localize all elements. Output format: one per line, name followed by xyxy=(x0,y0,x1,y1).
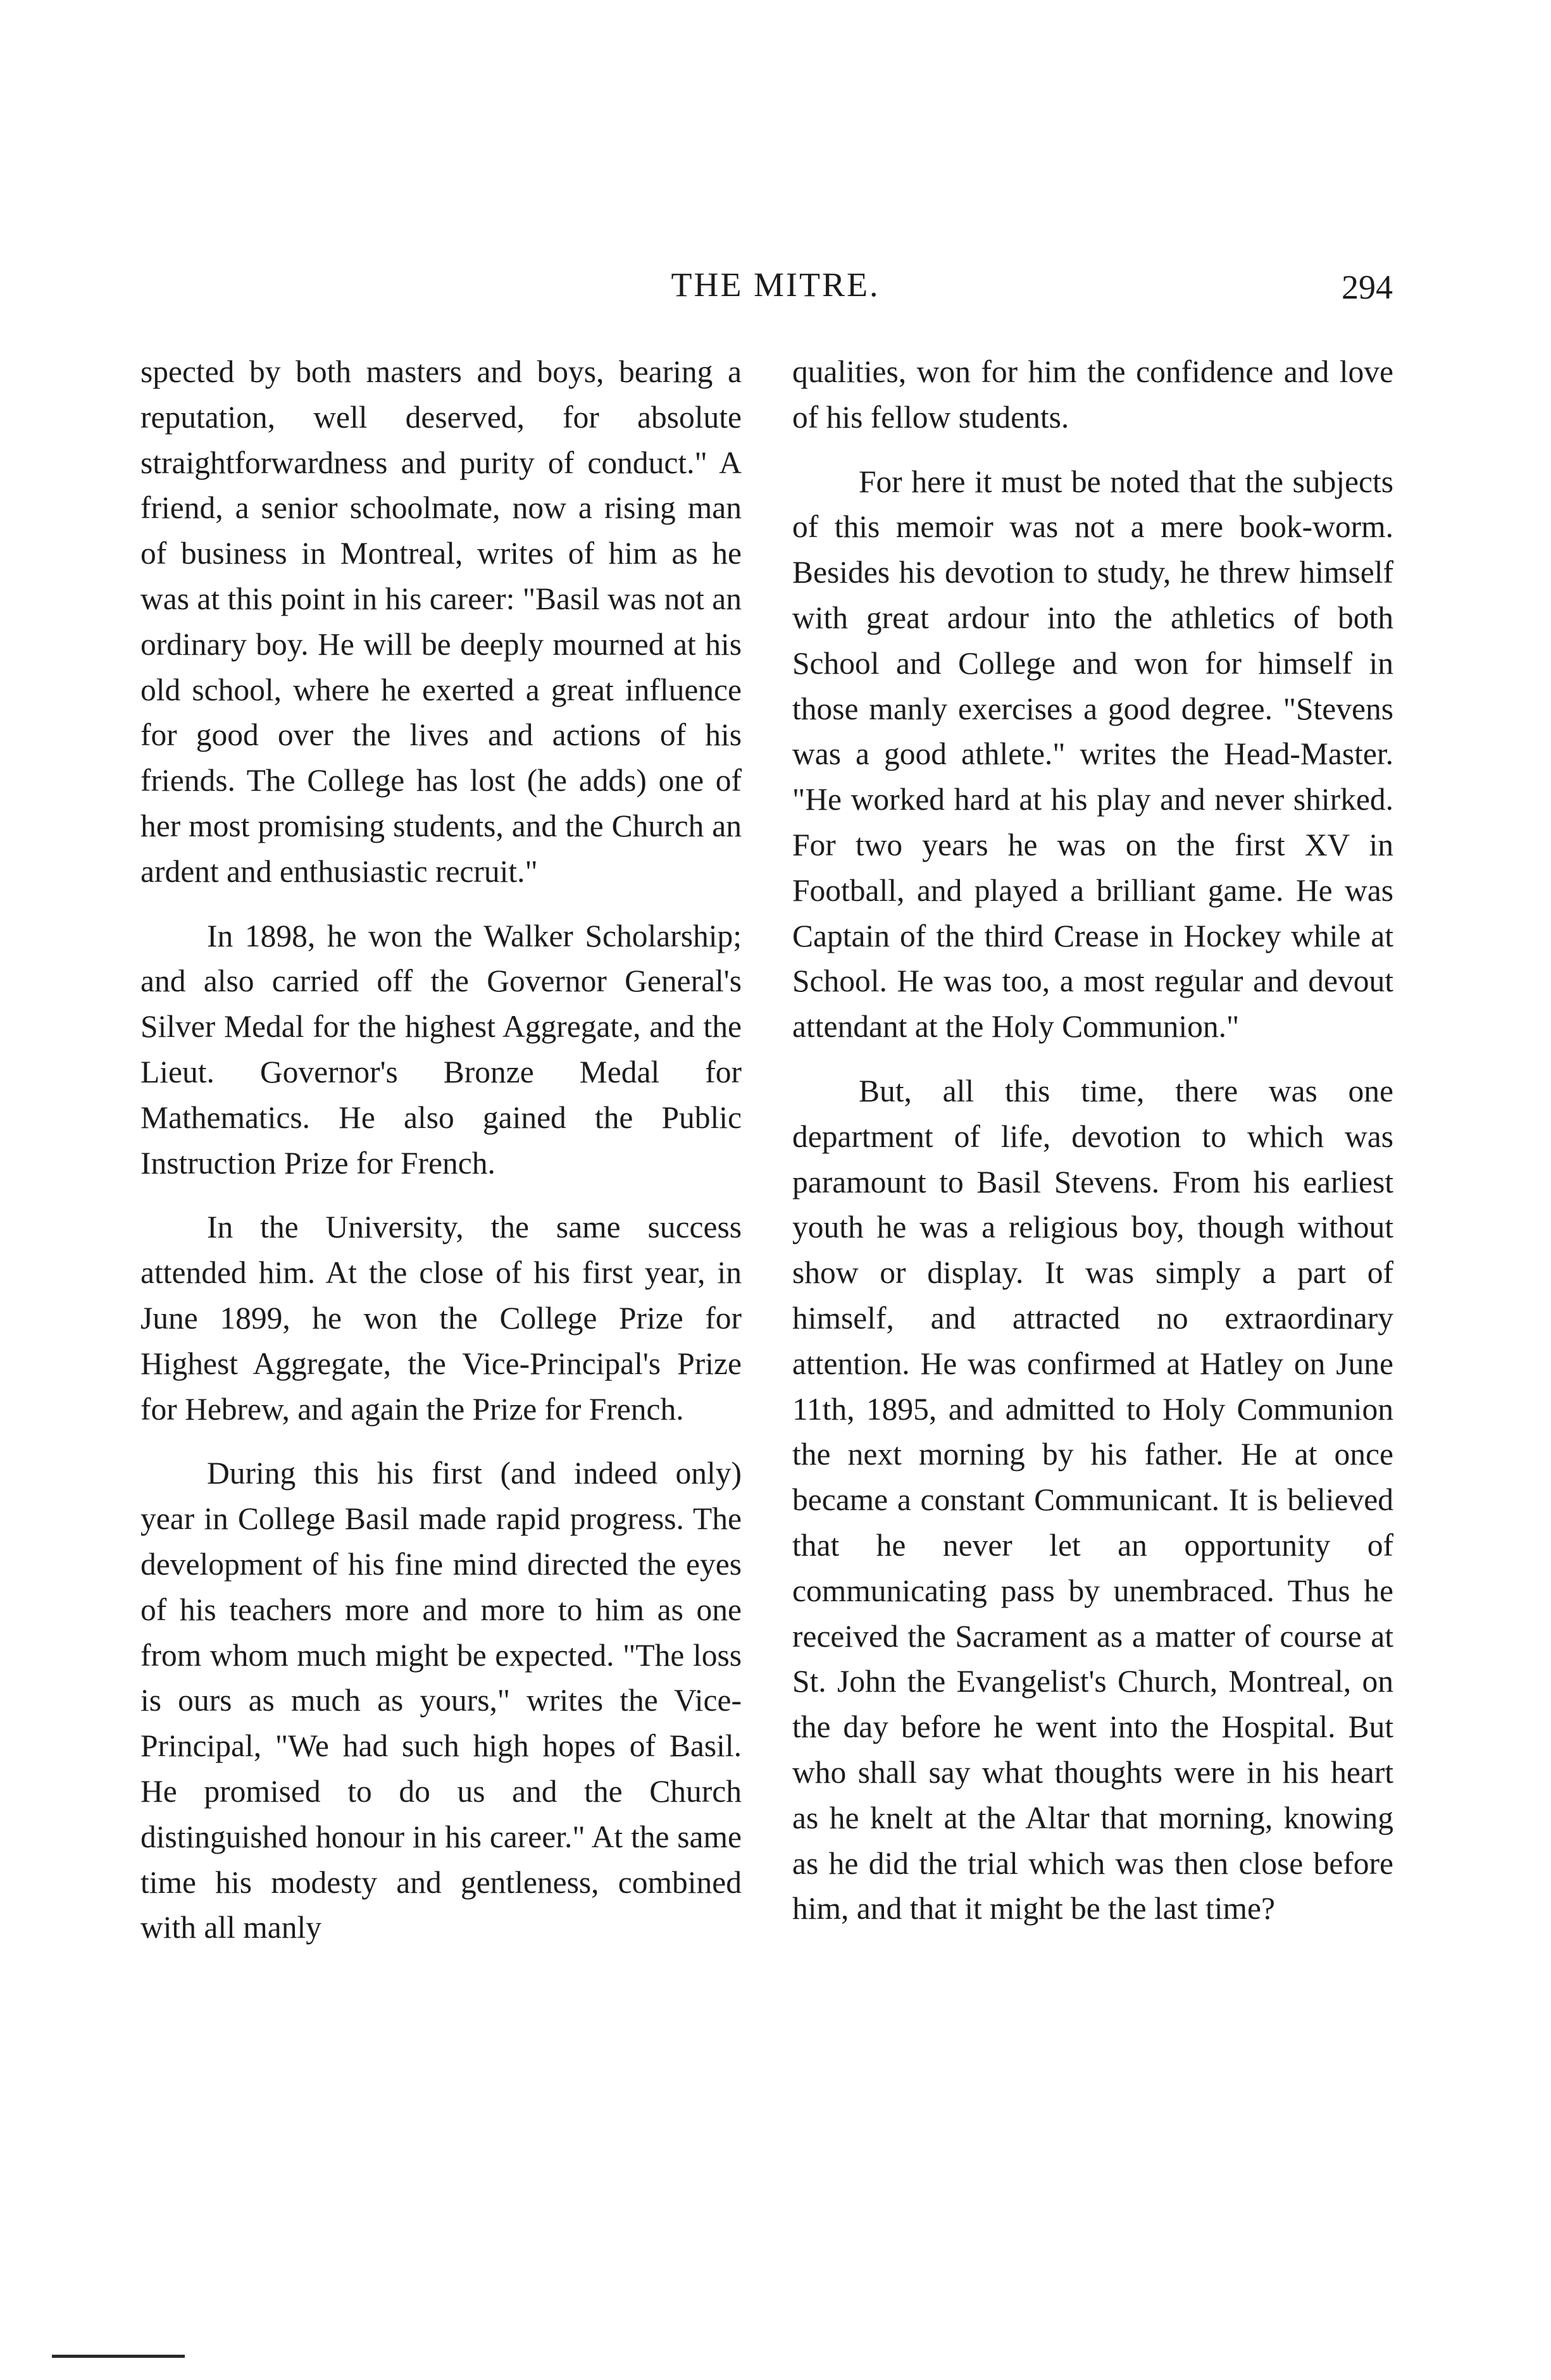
paragraph: For here it must be noted that the subjects of this memoir was not a mere book-worm. Besides his devotion to study, he threw himself with great ardour into the athletics of both School and College and won for himself in those manly exercises a good degree. "Stevens was a good athlete." writes the Head-Master. "He worked hard at his play and never shirked. For two years he was on the first XV in Football, and played a brilliant game. He was Captain of the third Crease in Hockey while at School. He was too, a most regular and devout attendant at the Holy Communion." xyxy=(792,464,1393,1044)
right-column xyxy=(792,349,1393,1931)
paragraph: But, all this time, there was one department of life, devotion to which was paramount to Basil Stevens. From his earliest youth he was a religious boy, though without show or display. It was simply a part of himself, and attracted no extraordinary attention. He was confirmed at Hatley on June 11th, 1895, and admitted to Holy Communion the next morning by his father. He at once became a constant Communicant. It is believed that he never let an opportunity of communicating pass by unembraced. Thus he received the Sacrament as a matter of course at St. John the Evangelist's Church, Montreal, on the day before he went into the Hospital. But who shall say what thoughts were in his heart as he knelt at the Altar that morning, knowing as he did the trial which was then close before him, and that it might be the last time? xyxy=(792,1073,1393,1926)
paragraph: qualities, won for him the confidence and love of his fellow students. xyxy=(792,354,1393,435)
paragraph: In 1898, he won the Walker Scholarship; and also carried off the Governor General's Silver Medal for the highest Aggregate, and the Lieut. Governor's Bronze Medal for Mathematics. He also gained the Public Instruction Prize for French. xyxy=(140,918,742,1181)
paragraph: spected by both masters and boys, bearing a reputation, well deserved, for absolute straightforwardness and purity of conduct." A friend, a senior schoolmate, now a rising man of business in Montreal, writes of him as he was at this point in his career: "Basil was not an ordinary boy. He will be deeply mourned at his old school, where he exerted a great influence for good over the lives and actions of his friends. The College has lost (he adds) one of her most promising students, and the Church an ardent and enthusiastic recruit." xyxy=(140,354,742,889)
left-column xyxy=(140,349,742,1950)
page-number: 294 xyxy=(1342,268,1393,306)
running-title: THE MITRE. xyxy=(671,266,880,304)
page-header xyxy=(0,259,1551,310)
paragraph: During this his first (and indeed only) year in College Basil made rapid progress. The development of his fine mind directed the eyes of his teachers more and more to him as one from whom much might be expected. "The loss is ours as much as yours," writes the Vice-Principal, "We had such high hopes of Basil. He promised to do us and the Church distinguished honour in his career." At the same time his modesty and gentleness, combined with all manly xyxy=(140,1456,742,1945)
footer-rule xyxy=(52,2355,185,2358)
paragraph: In the University, the same success attended him. At the close of his first year, in June 1899, he won the College Prize for Highest Aggregate, the Vice-Principal's Prize for Hebrew, and again the Prize for French. xyxy=(140,1210,742,1427)
